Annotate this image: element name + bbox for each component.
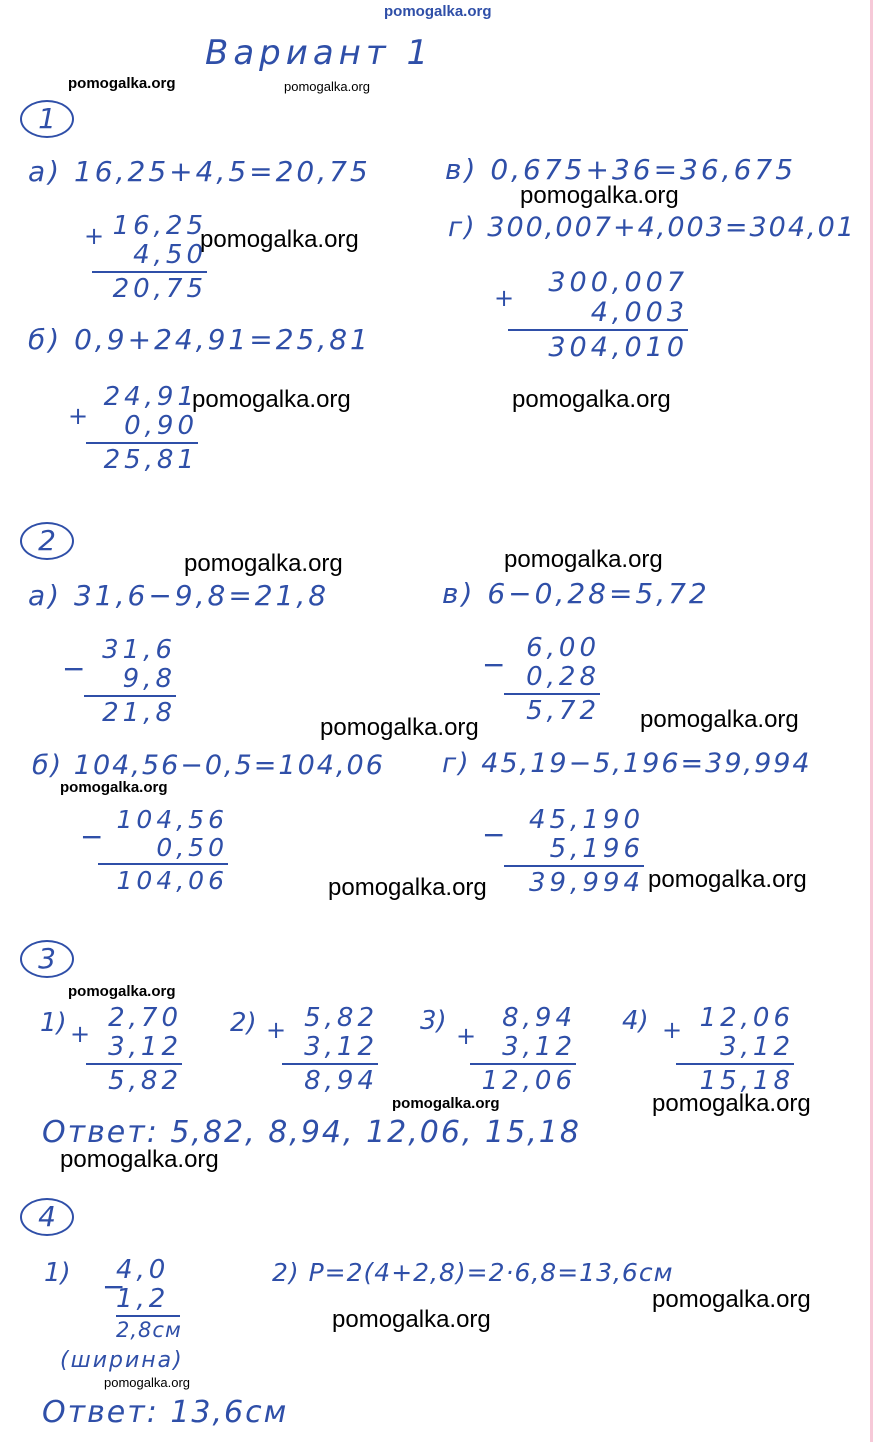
task-2v-result: 5,72 [526,696,600,727]
task-1a-plus-sign: + [84,222,105,250]
task-2a-minus-sign: − [62,652,86,685]
task-3-item-1-bottom: 3,12 [108,1032,182,1063]
task-3-item-2-label: 2) [230,1008,257,1038]
task-1b-column [86,383,198,475]
task-3-item-3-result: 12,06 [481,1066,576,1097]
task-2b-column [98,806,228,895]
task-1a-column [92,212,207,304]
task-3-item-1-rule [86,1063,182,1065]
task-4-step-1-result: 2,8см [116,1318,182,1343]
task-1g-result: 304,010 [548,332,688,364]
task-2g-rule [504,865,644,867]
task-2a-column [84,636,176,728]
task-3-item-4-bottom: 3,12 [720,1032,794,1063]
watermark: pomogalka.org [68,983,176,1000]
task-1g-plus-sign: + [494,284,515,312]
task-2b-bottom: 0,50 [156,833,228,862]
task-3-item-4-label: 4) [622,1006,649,1036]
task-2g-minus-sign: − [482,818,506,851]
task-2a-equation: а) 31,6−9,8=21,8 [28,579,330,612]
task-1g-top: 300,007 [548,267,688,298]
task-2g-equation: г) 45,19−5,196=39,994 [442,748,812,779]
site-header[interactable]: pomogalka.org [384,3,492,20]
task-3-item-4-column [676,1004,794,1096]
task-1g-equation: г) 300,007+4,003=304,01 [448,212,856,243]
watermark: pomogalka.org [520,182,679,209]
task-4-step-1-minus-sign: − [102,1270,126,1303]
task-2g-column [504,806,644,898]
task-3-item-4-plus-sign: + [662,1016,683,1044]
task-1a-equation: а) 16,25+4,5=20,75 [28,155,371,188]
watermark: pomogalka.org [640,706,799,733]
task-2b-minus-sign: − [80,820,104,853]
task-2b-rule [98,863,228,865]
task-3-item-1-result: 5,82 [108,1066,182,1097]
task-3-item-2-rule [282,1063,378,1065]
watermark: pomogalka.org [60,779,168,796]
task-1b-rule [86,442,198,444]
task-3-item-4-top: 12,06 [699,1003,794,1033]
task-2v-top: 6,00 [526,633,600,663]
task-4-step-1-column [116,1256,180,1343]
watermark: pomogalka.org [504,546,663,573]
task-1v-equation: в) 0,675+36=36,675 [445,153,797,186]
task-1b-bottom: 0,90 [124,411,198,442]
task-3-item-2-top: 5,82 [304,1003,378,1033]
task-3-item-2-plus-sign: + [266,1016,287,1044]
watermark: pomogalka.org [192,386,351,413]
task-1g-bottom: 4,003 [590,297,688,329]
task-1g-column [508,268,688,364]
task-3-item-4-result: 15,18 [699,1066,794,1097]
task-2a-rule [84,695,176,697]
task-2v-column [504,634,600,726]
task-3-answer: Ответ: 5,82, 8,94, 12,06, 15,18 [42,1115,581,1150]
task-2v-bottom: 0,28 [526,662,600,693]
task-3-item-1-label: 1) [40,1008,67,1038]
task-3-item-2-bottom: 3,12 [304,1032,378,1063]
watermark: pomogalka.org [68,75,176,92]
task-2-number: 2 [20,522,74,560]
task-4-answer: Ответ: 13,6см [42,1395,289,1430]
task-4-step-1-bottom: 1,2 [116,1284,170,1315]
task-3-item-3-top: 8,94 [502,1003,576,1033]
watermark: pomogalka.org [320,714,479,741]
notebook-margin-line [870,0,873,1442]
task-3-item-3-plus-sign: + [456,1022,477,1050]
task-3-item-4-rule [676,1063,794,1065]
task-1b-equation: б) 0,9+24,91=25,81 [28,323,371,356]
task-2v-rule [504,693,600,695]
task-2a-result: 21,8 [102,698,176,729]
task-3-item-3-label: 3) [420,1006,447,1036]
task-3-item-1-top: 2,70 [108,1003,182,1033]
watermark: pomogalka.org [60,1146,219,1173]
task-2a-top: 31,6 [102,635,176,665]
task-3-number: 3 [20,940,74,978]
watermark: pomogalka.org [200,226,359,253]
task-1b-plus-sign: + [68,402,89,430]
watermark: pomogalka.org [652,1090,811,1117]
task-3-item-3-column [470,1004,576,1096]
variant-title: Вариант 1 [205,33,434,73]
task-1a-result: 20,75 [112,274,207,305]
task-3-item-1-column [86,1004,182,1096]
watermark: pomogalka.org [104,1375,190,1390]
task-2g-top: 45,190 [529,805,644,835]
task-4-step-2-equation: 2) P=2(4+2,8)=2·6,8=13,6см [272,1258,674,1287]
task-2b-equation: б) 104,56−0,5=104,06 [32,750,385,781]
task-1a-rule [92,271,207,273]
watermark: pomogalka.org [284,79,370,94]
task-2b-top: 104,56 [116,805,228,834]
task-1-number: 1 [20,100,74,138]
watermark: pomogalka.org [332,1306,491,1333]
watermark: pomogalka.org [392,1095,500,1112]
watermark: pomogalka.org [184,550,343,577]
task-2g-result: 39,994 [529,868,644,899]
task-1a-bottom: 4,50 [133,240,207,271]
task-2v-equation: в) 6−0,28=5,72 [442,577,710,610]
task-2b-result: 104,06 [116,866,228,895]
task-3-item-1-plus-sign: + [70,1020,91,1048]
task-3-item-2-column [282,1004,378,1096]
watermark: pomogalka.org [648,866,807,893]
watermark: pomogalka.org [512,386,671,413]
task-3-item-3-rule [470,1063,576,1065]
task-4-step-1-rule [116,1315,180,1317]
task-1b-result: 25,81 [103,445,198,476]
watermark: pomogalka.org [328,874,487,901]
task-4-step-1-note: (ширина) [60,1348,184,1373]
task-1a-top: 16,25 [112,211,207,241]
task-1g-rule [508,329,688,331]
task-4-number: 4 [20,1198,74,1236]
task-2g-bottom: 5,196 [549,834,644,865]
task-3-item-2-result: 8,94 [304,1066,378,1097]
task-4-step-1-label: 1) [44,1258,71,1288]
task-2a-bottom: 9,8 [122,664,176,695]
task-3-item-3-bottom: 3,12 [502,1032,576,1063]
task-4-step-1-top: 4,0 [116,1255,170,1285]
watermark: pomogalka.org [652,1286,811,1313]
task-2v-minus-sign: − [482,648,506,681]
task-1b-top: 24,91 [103,382,198,412]
